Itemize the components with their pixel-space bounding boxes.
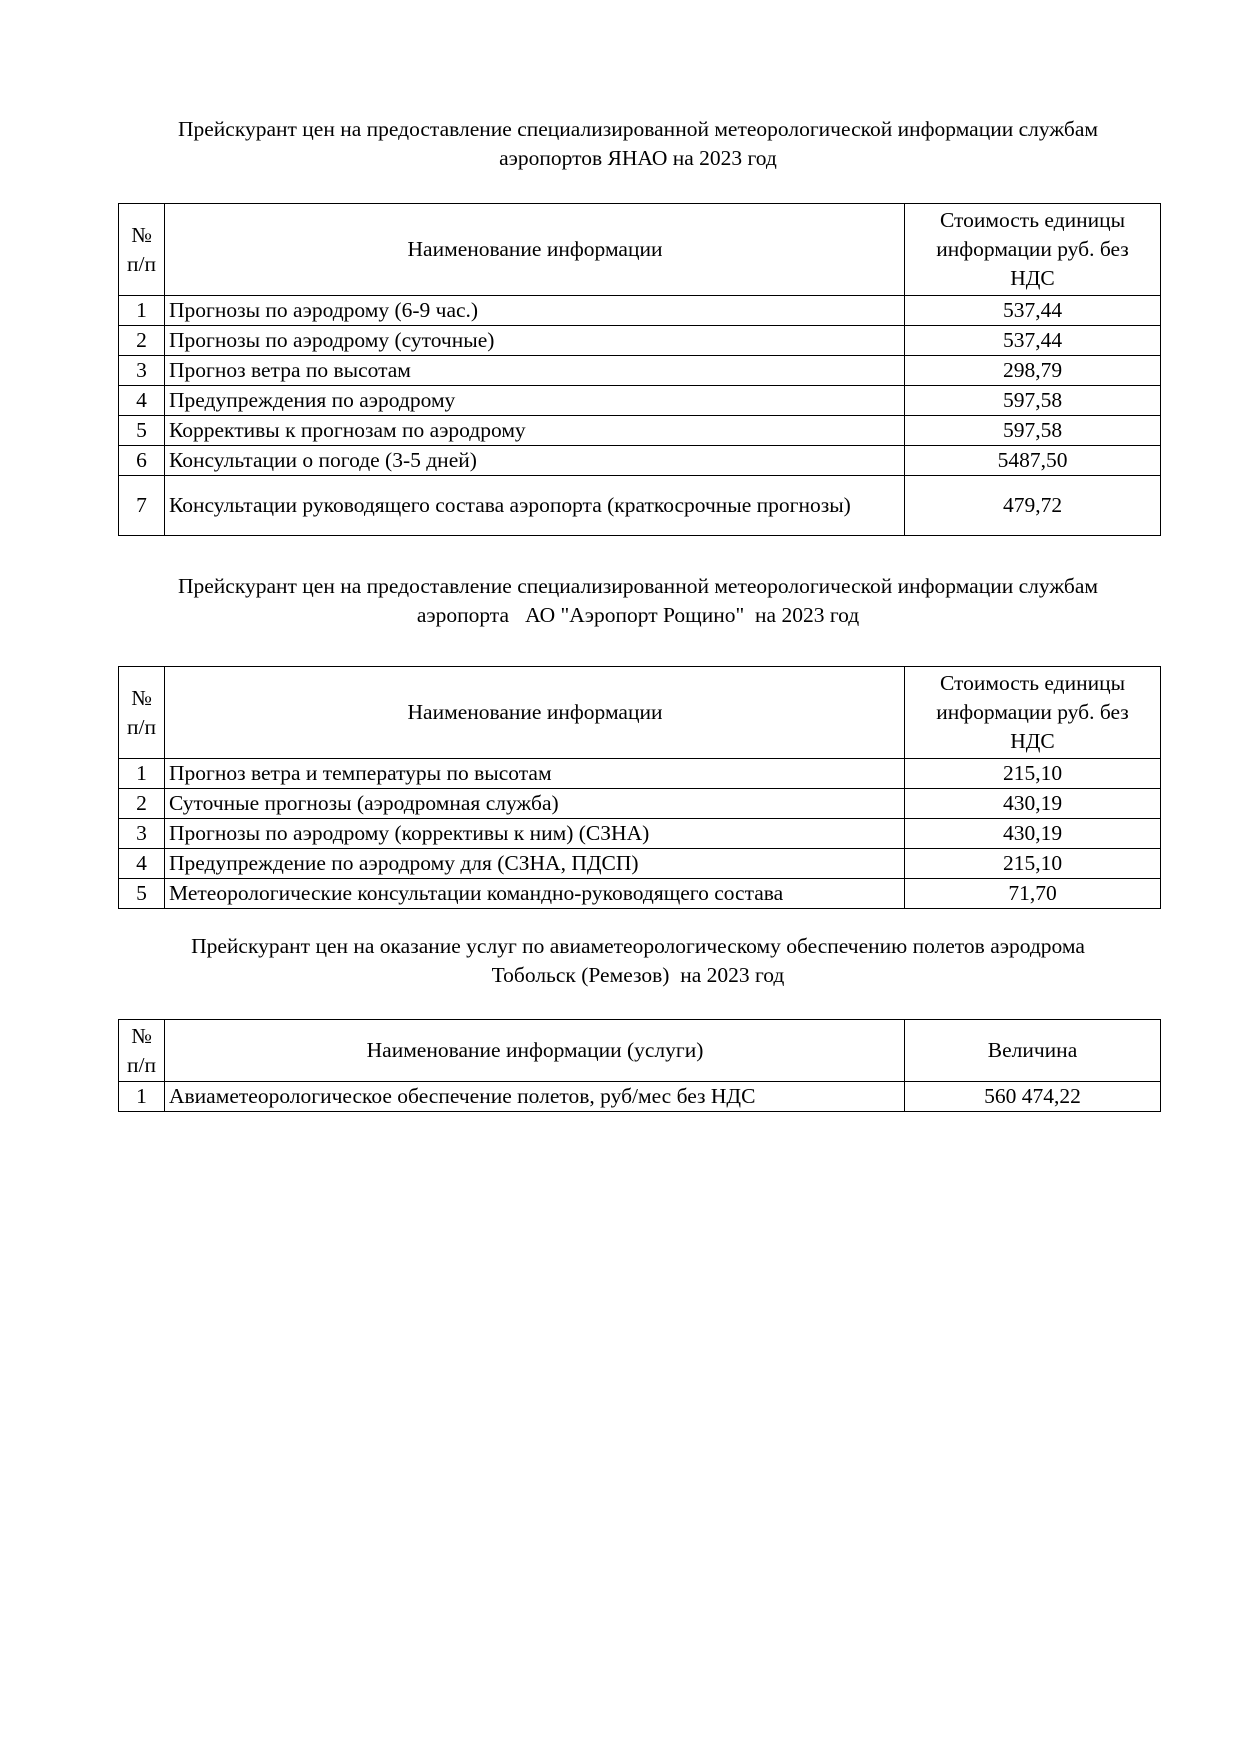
row-name: Предупреждение по аэродрому для (СЗНА, ПДСП) [165, 849, 905, 879]
section-1-title [118, 115, 1158, 173]
row-name: Консультации руководящего состава аэропорта (краткосрочные прогнозы) [165, 476, 905, 536]
row-price: 479,72 [905, 476, 1161, 536]
header-name: Наименование информации [165, 204, 905, 296]
row-name: Прогноз ветра и температуры по высотам [165, 759, 905, 789]
title-line: Прейскурант цен на предоставление специализированной метеорологической информации службам [177, 117, 1099, 141]
table-row [119, 1082, 1161, 1112]
row-num: 2 [119, 789, 165, 819]
row-num: 3 [119, 819, 165, 849]
row-name: Прогноз ветра по высотам [165, 356, 905, 386]
row-price: 430,19 [905, 819, 1161, 849]
header-num: № п/п [119, 204, 165, 296]
title-line: Прейскурант цен на оказание услуг по авиаметеорологическому обеспечению полетов аэродрома [191, 934, 1085, 958]
row-num: 3 [119, 356, 165, 386]
header-name: Наименование информации (услуги) [165, 1020, 905, 1082]
table-row [119, 879, 1161, 909]
row-num: 7 [119, 476, 165, 536]
row-name: Прогнозы по аэродрому (6-9 час.) [165, 296, 905, 326]
row-price: 215,10 [905, 849, 1161, 879]
table-row [119, 356, 1161, 386]
row-name: Консультации о погоде (3-5 дней) [165, 446, 905, 476]
table-row [119, 789, 1161, 819]
table-row [119, 759, 1161, 789]
header-num: № п/п [119, 667, 165, 759]
row-name: Коррективы к прогнозам по аэродрому [165, 416, 905, 446]
row-num: 2 [119, 326, 165, 356]
title-line: аэропорта АО "Аэропорт Рощино" на 2023 год [416, 603, 860, 627]
table-row [119, 386, 1161, 416]
title-line: Прейскурант цен на предоставление специализированной метеорологической информации службам [177, 574, 1099, 598]
table-header-row [119, 1020, 1161, 1082]
header-num: № п/п [119, 1020, 165, 1082]
row-name: Прогнозы по аэродрому (суточные) [165, 326, 905, 356]
row-price: 537,44 [905, 326, 1161, 356]
row-price: 71,70 [905, 879, 1161, 909]
row-price: 430,19 [905, 789, 1161, 819]
row-num: 6 [119, 446, 165, 476]
header-price: Стоимость единицы информации руб. без НДС [905, 667, 1161, 759]
row-num: 5 [119, 416, 165, 446]
row-price: 597,58 [905, 386, 1161, 416]
row-num: 1 [119, 759, 165, 789]
row-num: 1 [119, 296, 165, 326]
row-num: 4 [119, 386, 165, 416]
header-price: Величина [905, 1020, 1161, 1082]
row-price: 597,58 [905, 416, 1161, 446]
table-row [119, 296, 1161, 326]
table-row [119, 416, 1161, 446]
table-row [119, 446, 1161, 476]
table-row [119, 849, 1161, 879]
header-name: Наименование информации [165, 667, 905, 759]
row-name: Суточные прогнозы (аэродромная служба) [165, 789, 905, 819]
section-2-title [118, 572, 1158, 630]
row-price: 537,44 [905, 296, 1161, 326]
title-line: аэропортов ЯНАО на 2023 год [499, 146, 777, 170]
title-line: Тобольск (Ремезов) на 2023 год [491, 963, 785, 987]
row-name: Авиаметеорологическое обеспечение полетов, руб/мес без НДС [165, 1082, 905, 1112]
table-header-row [119, 667, 1161, 759]
table-header-row [119, 204, 1161, 296]
row-name: Предупреждения по аэродрому [165, 386, 905, 416]
header-price: Стоимость единицы информации руб. без НДС [905, 204, 1161, 296]
price-table-roschino [118, 666, 1161, 909]
row-price: 5487,50 [905, 446, 1161, 476]
row-num: 4 [119, 849, 165, 879]
section-3-title [118, 932, 1158, 990]
row-price: 560 474,22 [905, 1082, 1161, 1112]
price-table-yanao [118, 203, 1161, 536]
row-num: 1 [119, 1082, 165, 1112]
row-price: 298,79 [905, 356, 1161, 386]
row-name: Метеорологические консультации командно-руководящего состава [165, 879, 905, 909]
row-name: Прогнозы по аэродрому (коррективы к ним) (СЗНА) [165, 819, 905, 849]
row-num: 5 [119, 879, 165, 909]
price-table-tobolsk [118, 1019, 1161, 1112]
table-row [119, 326, 1161, 356]
table-row [119, 476, 1161, 536]
row-price: 215,10 [905, 759, 1161, 789]
table-row [119, 819, 1161, 849]
